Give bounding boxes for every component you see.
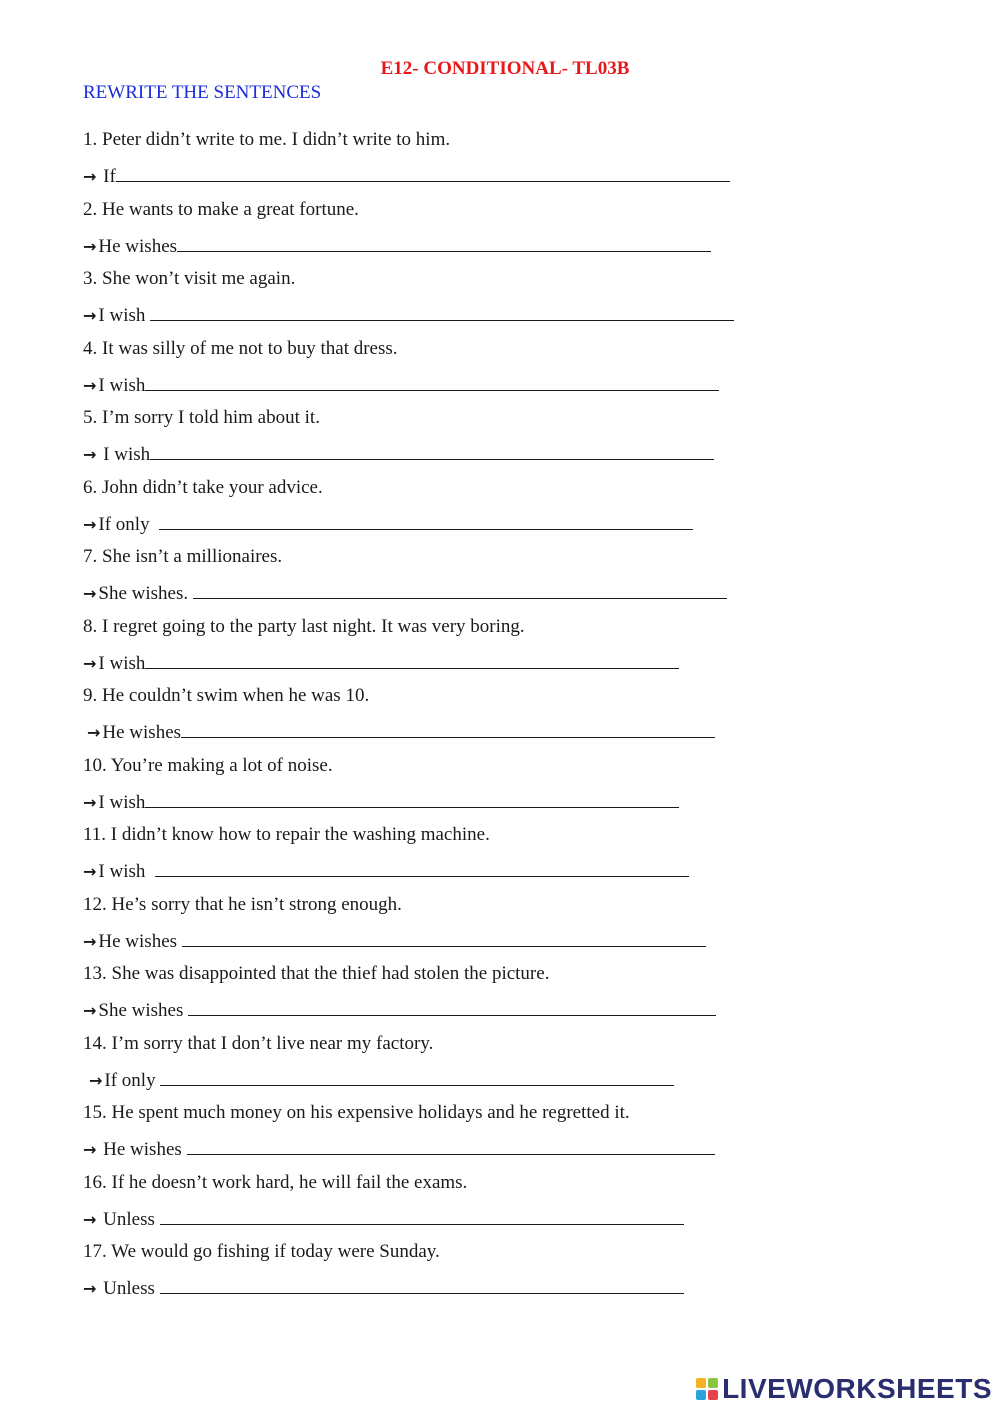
liveworksheets-logo-icon [696,1378,718,1400]
arrow-right-icon: → [83,515,97,534]
answer-blank[interactable] [181,719,715,738]
arrow-right-icon: → [83,306,97,325]
brand-name: LIVEWORKSHEETS [722,1373,992,1404]
logo-square-1 [696,1378,706,1388]
question-text: 10. You’re making a lot of noise. [83,755,333,776]
answer-blank[interactable] [150,302,734,321]
answer-prompt: He wishes [98,931,182,952]
answer-blank[interactable] [160,1206,684,1225]
answer-blank[interactable] [145,372,719,391]
question-text: 1. Peter didn’t write to me. I didn’t write to him. [83,129,451,150]
answer-blank[interactable] [188,997,716,1016]
arrow-right-icon: → [83,1210,97,1229]
answer-prompt: I wish [98,792,146,813]
arrow-right-icon: → [83,376,97,395]
question-text: 15. He spent much money on his expensive holidays and he regretted it. [83,1102,630,1123]
arrow-right-icon: → [83,167,97,186]
instruction-heading: REWRITE THE SENTENCES [83,82,322,103]
question-text: 6. John didn’t take your advice. [83,477,323,498]
answer-prompt: I wish [98,653,146,674]
answer-prompt: Unless [98,1209,160,1230]
answer-prompt: He wishes [98,1139,187,1160]
arrow-right-icon: → [83,654,97,673]
answer-row [87,719,715,745]
arrow-right-icon: → [83,445,97,464]
answer-blank[interactable] [177,233,711,252]
answer-blank[interactable] [155,858,689,877]
question-text: 8. I regret going to the party last night. It was very boring. [83,616,525,637]
question-text: 5. I’m sorry I told him about it. [83,407,320,428]
footer-brand[interactable] [696,1373,992,1405]
answer-row [83,1206,684,1232]
answer-row [83,302,734,328]
answer-prompt: Unless [98,1278,160,1299]
answer-blank[interactable] [160,1067,674,1086]
answer-blank[interactable] [145,650,679,669]
answer-row [83,233,711,259]
answer-row [83,1275,684,1301]
answer-prompt: I wish [98,305,151,326]
answer-blank[interactable] [193,580,727,599]
answer-prompt: If only [98,514,160,535]
question-text: 11. I didn’t know how to repair the washing machine. [83,824,490,845]
answer-prompt: If [98,166,116,187]
answer-blank[interactable] [145,789,679,808]
arrow-right-icon: → [83,932,97,951]
question-text: 2. He wants to make a great fortune. [83,199,359,220]
answer-prompt: She wishes [98,1000,189,1021]
question-text: 13. She was disappointed that the thief had stolen the picture. [83,963,550,984]
arrow-right-icon: → [83,1001,97,1020]
logo-square-3 [696,1390,706,1400]
answer-blank[interactable] [150,441,714,460]
arrow-right-icon: → [83,1140,97,1159]
answer-blank[interactable] [187,1136,715,1155]
answer-blank[interactable] [116,163,730,182]
worksheet-title: E12- CONDITIONAL- TL03B [380,58,630,79]
question-text: 4. It was silly of me not to buy that dress. [83,338,398,359]
answer-prompt: If only [104,1070,161,1091]
arrow-right-icon: → [83,862,97,881]
question-text: 17. We would go fishing if today were Sunday. [83,1241,440,1262]
answer-row [89,1067,674,1093]
answer-row [83,650,679,676]
answer-row [83,372,719,398]
answer-row [83,441,714,467]
answer-row [83,858,689,884]
arrow-right-icon: → [83,237,97,256]
answer-row [83,163,730,189]
answer-prompt: I wish [98,375,146,396]
question-text: 3. She won’t visit me again. [83,268,296,289]
answer-blank[interactable] [182,928,706,947]
answer-prompt: She wishes. [98,583,193,604]
question-text: 9. He couldn’t swim when he was 10. [83,685,370,706]
arrow-right-icon: → [87,723,101,742]
question-text: 16. If he doesn’t work hard, he will fail the exams. [83,1172,468,1193]
answer-row [83,511,693,537]
arrow-right-icon: → [83,793,97,812]
answer-row [83,1136,715,1162]
arrow-right-icon: → [83,1279,97,1298]
question-text: 14. I’m sorry that I don’t live near my factory. [83,1033,434,1054]
answer-prompt: I wish [98,444,151,465]
answer-prompt: He wishes [102,722,182,743]
answer-blank[interactable] [159,511,693,530]
question-text: 7. She isn’t a millionaires. [83,546,283,567]
answer-row [83,997,716,1023]
answer-row [83,928,706,954]
arrow-right-icon: → [89,1071,103,1090]
arrow-right-icon: → [83,584,97,603]
answer-prompt: I wish [98,861,155,882]
logo-square-4 [708,1390,718,1400]
logo-square-2 [708,1378,718,1388]
answer-row [83,580,727,606]
answer-row [83,789,679,815]
question-text: 12. He’s sorry that he isn’t strong enough. [83,894,402,915]
answer-blank[interactable] [160,1275,684,1294]
answer-prompt: He wishes [98,236,178,257]
